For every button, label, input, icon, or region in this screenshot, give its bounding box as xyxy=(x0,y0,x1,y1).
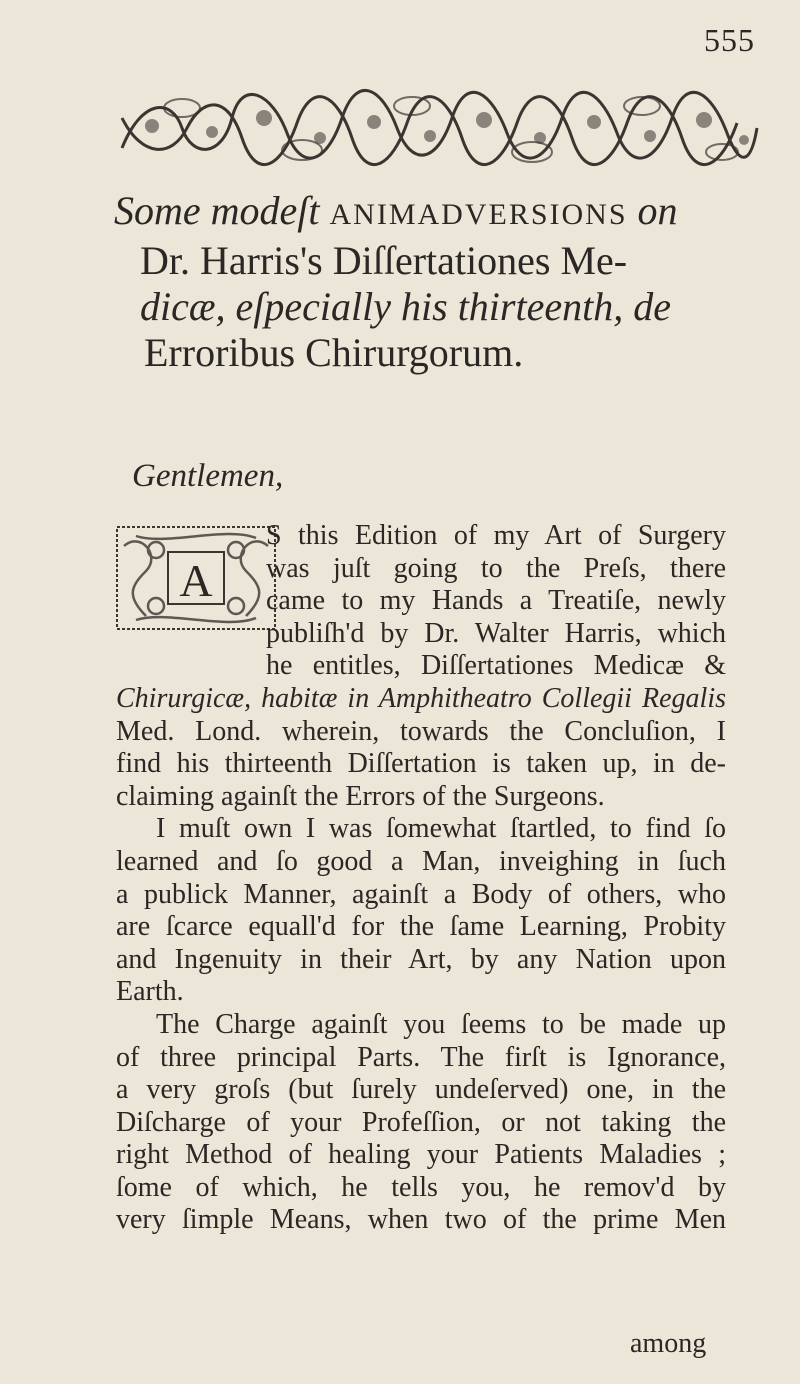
text-line: and Ingenuity in their Art, by any Nation upon xyxy=(116,943,726,975)
text-line: he entitles, Diſſertationes Medicæ & xyxy=(266,650,726,682)
text-line: learned and ſo good a Man, inveighing in ſuch xyxy=(116,845,726,877)
text-line: S this Edition of my Art of Surgery xyxy=(266,520,726,551)
title-line-4: Erroribus Chirurgorum. xyxy=(144,330,524,375)
section-title xyxy=(114,188,774,376)
text-line: very ſimple Means, when two of the prime Men xyxy=(116,1204,726,1236)
paragraph-2 xyxy=(116,813,726,1009)
text-line: a publick Manner, againſt a Body of others, who xyxy=(116,878,726,910)
title-line-1-caps: ANIMADVERSIONS xyxy=(329,198,628,231)
text-line: Med. Lond. wherein, towards the Concluſion, I xyxy=(116,715,726,747)
text-line: came to my Hands a Treatiſe, newly xyxy=(266,585,726,617)
body-text xyxy=(116,520,726,1237)
paragraph-3 xyxy=(116,1009,726,1237)
paragraph-1 xyxy=(116,520,726,813)
page-number: 555 xyxy=(704,22,755,58)
text-line: Earth. xyxy=(116,976,184,1008)
text-line: I muſt own I was ſomewhat ſtartled, to find ſo xyxy=(156,813,726,845)
text-line: a very groſs (but ſurely undeſerved) one, in the xyxy=(116,1074,726,1106)
text-line: ſome of which, he tells you, he remov'd by xyxy=(116,1171,726,1203)
text-line: are ſcarce equall'd for the ſame Learning, Probity xyxy=(116,911,726,943)
catchword: among xyxy=(630,1328,707,1359)
salutation: Gentlemen, xyxy=(132,458,284,494)
title-line-2: Dr. Harris's Diſſertationes Me- xyxy=(140,238,628,283)
text-line: find his thirteenth Diſſertation is taken up, in de- xyxy=(116,748,726,780)
text-line: Chirurgicæ, habitæ in Amphitheatro Collegii Regalis xyxy=(116,682,726,714)
text-line: right Method of healing your Patients Maladies ; xyxy=(116,1139,726,1171)
title-line-1-end: on xyxy=(637,188,678,233)
text-line: Diſcharge of your Profeſſion, or not taking the xyxy=(116,1106,726,1138)
title-line-1-italic: Some modeſt xyxy=(114,188,320,233)
text-line: of three principal Parts. The firſt is Ignorance, xyxy=(116,1041,726,1073)
text-line: was juſt going to the Preſs, there xyxy=(266,552,726,584)
text-line: publiſh'd by Dr. Walter Harris, which xyxy=(266,617,726,649)
text-line: claiming againſt the Errors of the Surgeons. xyxy=(116,780,605,812)
headpiece-ornament-icon xyxy=(112,88,760,168)
title-line-3: dicæ, eſpecially his thirteenth, de xyxy=(140,284,671,329)
drop-cap-letter: A xyxy=(179,555,213,606)
title-line-1 xyxy=(114,188,774,238)
text-line: The Charge againſt you ſeems to be made up xyxy=(156,1008,726,1040)
